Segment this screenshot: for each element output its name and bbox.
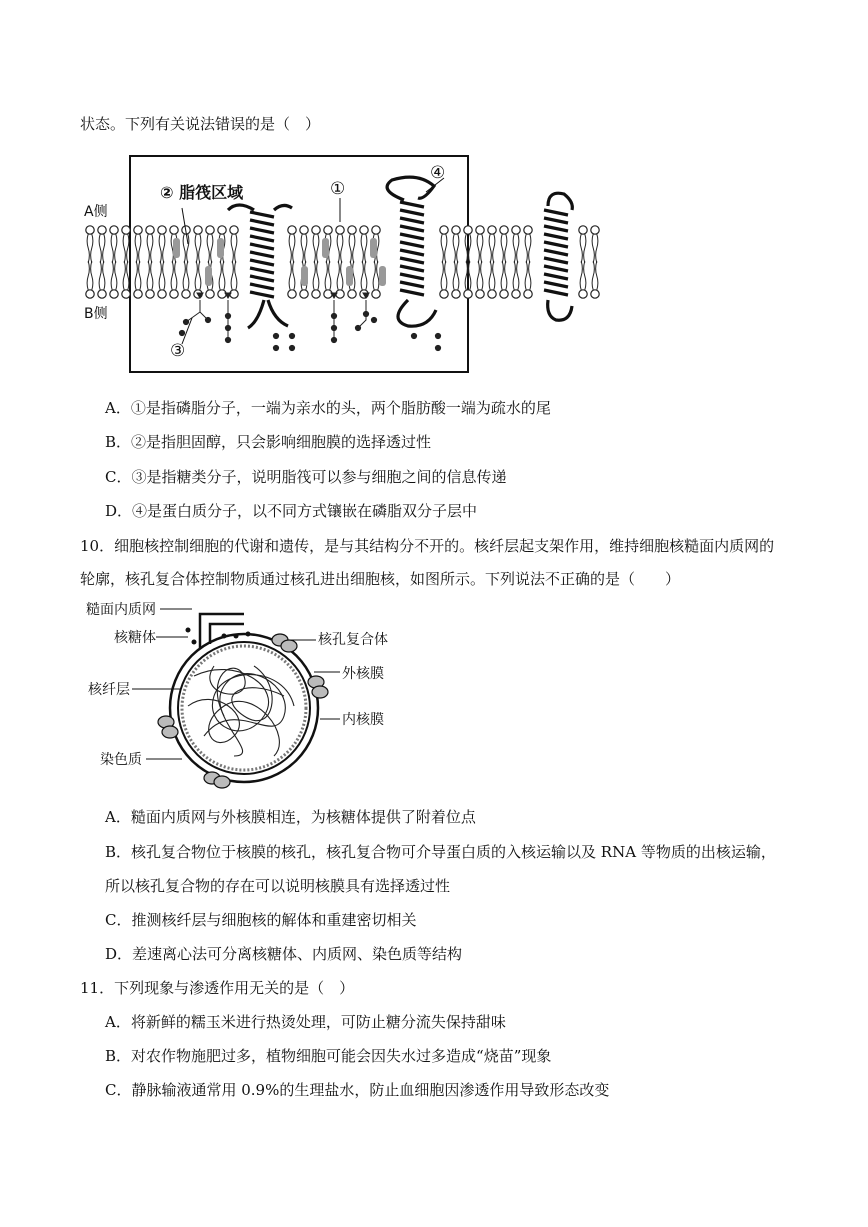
q10-stem-line2: 轮廓，核孔复合体控制物质通过核孔进出细胞核，如图所示。下列说法不正确的是（ ） [80,570,681,588]
phospholipid-bottom-row [86,261,599,298]
lamina-label: 核纤层 [88,682,130,698]
q11-option-a: A．将新鲜的糯玉米进行热烫处理，可防止糖分流失保持甜味 [105,1013,506,1031]
nuclear-pore-complexes [158,634,328,788]
q10-option-b: B．核孔复合物位于核膜的核孔，核孔复合物可介导蛋白质的入核运输以及 RNA 等物质的出核运输， [105,843,776,861]
inner-nuclear-membrane [178,642,310,774]
q10-option-b-cont: 所以核孔复合物的存在可以说明核膜具有选择透过性 [105,877,451,895]
rough-er-label: 糙面内质网 [86,602,156,618]
chromatin-label: 染色质 [100,752,142,768]
marker-3-label: ③ [170,341,186,361]
transmembrane-protein [228,205,292,328]
marker-1-label: ① [330,179,346,199]
q9-option-d: D．④是蛋白质分子，以不同方式镶嵌在磷脂双分子层中 [105,502,478,520]
q10-option-a: A．糙面内质网与外核膜相连，为核糖体提供了附着位点 [105,808,476,826]
q9-option-b: B．②是指胆固醇，只会影响细胞膜的选择透过性 [105,433,432,451]
transmembrane-protein-3 [544,193,572,320]
phospholipid-top-row [86,226,599,263]
side-b-label: B侧 [84,306,108,322]
chromatin-fibers [188,666,294,756]
q9-option-a: A．①是指磷脂分子，一端为亲水的头，两个脂肪酸一端为疏水的尾 [105,399,551,417]
nucleus-diagram [84,596,404,796]
outer-nuclear-membrane [170,634,318,782]
q9-stem-tail: 状态。下列有关说法错误的是（ ） [80,115,321,133]
side-a-label: A侧 [84,204,108,220]
q9-option-c: C．③是指糖类分子，说明脂筏可以参与细胞之间的信息传递 [105,468,507,486]
outer-membrane-label: 外核膜 [342,666,384,682]
pore-complex-label: 核孔复合体 [318,632,388,648]
marker-4-label: ④ [430,163,446,183]
membrane-diagram [78,150,608,380]
q11-option-b: B．对农作物施肥过多，植物细胞可能会因失水过多造成“烧苗”现象 [105,1047,552,1065]
ribosome-label: 核糖体 [114,630,156,646]
raft-region-label: ② 脂筏区域 [160,183,244,202]
q10-option-d: D．差速离心法可分离核糖体、内质网、染色质等结构 [105,945,463,963]
transmembrane-protein-2 [387,177,436,326]
inner-membrane-label: 内核膜 [342,712,384,728]
q10-stem-line1: 10．细胞核控制细胞的代谢和遗传，是与其结构分不开的。核纤层起支架作用，维持细胞核糙面内质网的 [80,537,775,555]
q11-option-c: C．静脉输液通常用 0.9%的生理盐水，防止血细胞因渗透作用导致形态改变 [105,1081,610,1099]
q10-option-c: C．推测核纤层与细胞核的解体和重建密切相关 [105,911,417,929]
q11-stem: 11．下列现象与渗透作用无关的是（ ） [80,979,355,997]
nuclear-lamina [182,646,306,770]
